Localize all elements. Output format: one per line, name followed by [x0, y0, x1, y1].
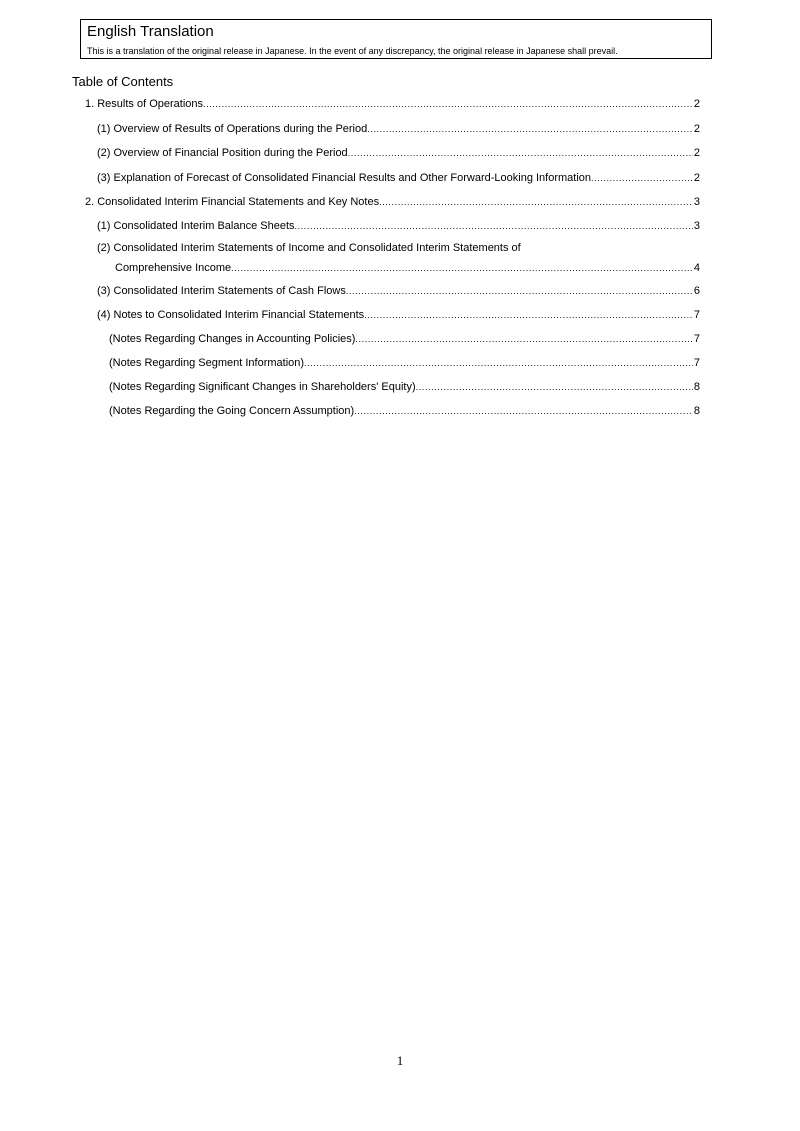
toc-entry-page: 8 — [693, 381, 700, 393]
toc-leader-dots — [354, 404, 693, 418]
toc-entry-label: (4) Notes to Consolidated Interim Financial Statements — [97, 309, 365, 321]
toc-leader-dots — [231, 261, 693, 275]
toc-leader-dots — [379, 195, 693, 209]
toc-leader-dots — [364, 308, 693, 322]
toc-entry-label: Comprehensive Income — [115, 262, 232, 274]
toc-leader-dots — [304, 356, 693, 370]
toc-entry-page: 3 — [693, 220, 700, 232]
toc-leader-dots — [355, 332, 692, 346]
toc-entry-notes-segment-information[interactable] — [109, 356, 700, 370]
page-number: 1 — [396, 1053, 404, 1068]
toc-entry-label: (Notes Regarding Significant Changes in Shareholders' Equity) — [109, 381, 416, 393]
toc-entry-label: (Notes Regarding Changes in Accounting Policies) — [109, 333, 356, 345]
toc-entry-forecast-explanation[interactable] — [97, 171, 700, 185]
toc-entry-page: 2 — [693, 172, 700, 184]
toc-entry-label: (1) Overview of Results of Operations during the Period — [97, 123, 368, 135]
toc-entry-label: 2. Consolidated Interim Financial Statements and Key Notes — [85, 196, 380, 208]
toc-entry-label: (3) Consolidated Interim Statements of Cash Flows — [97, 285, 346, 297]
toc-entry-notes-shareholders-equity[interactable] — [109, 380, 700, 394]
toc-leader-dots — [295, 219, 693, 233]
toc-entry-label: (1) Consolidated Interim Balance Sheets — [97, 220, 295, 232]
toc-heading: Table of Contents — [72, 74, 174, 89]
toc-entry-overview-financial-position[interactable] — [97, 146, 700, 160]
toc-entry-page: 6 — [693, 285, 700, 297]
toc-entry-page: 8 — [693, 405, 700, 417]
notice-text: This is a translation of the original release in Japanese. In the event of any discrepancy, the original release in Japanese shall prevail. — [87, 46, 618, 56]
toc-leader-dots — [348, 146, 693, 160]
toc-entry-notes[interactable] — [97, 308, 700, 322]
toc-entry-label: (3) Explanation of Forecast of Consolidated Financial Results and Other Forward-Looking Information — [97, 172, 592, 184]
toc-leader-dots — [591, 171, 693, 185]
toc-leader-dots — [346, 284, 693, 298]
toc-entry-page: 3 — [693, 196, 700, 208]
toc-leader-dots — [203, 97, 693, 111]
toc-entry-page: 2 — [693, 98, 700, 110]
notice-title: English Translation — [87, 23, 214, 40]
toc-leader-dots — [367, 122, 693, 136]
toc-leader-dots — [416, 380, 693, 394]
toc-entry-cash-flows[interactable] — [97, 284, 700, 298]
toc-entry-notes-accounting-policies[interactable] — [109, 332, 700, 346]
toc-entry-page: 7 — [693, 333, 700, 345]
toc-entry-label: 1. Results of Operations — [85, 98, 204, 110]
toc-entry-income-statements-line1[interactable]: (2) Consolidated Interim Statements of Income and Consolidated Interim Statements of — [97, 242, 521, 254]
toc-entry-page: 7 — [693, 357, 700, 369]
toc-entry-label: (Notes Regarding Segment Information) — [109, 357, 305, 369]
toc-entry-results-of-operations[interactable] — [85, 97, 700, 111]
toc-entry-page: 4 — [693, 262, 700, 274]
toc-entry-page: 7 — [693, 309, 700, 321]
toc-entry-label: (2) Overview of Financial Position during the Period — [97, 147, 348, 159]
toc-entry-income-statements[interactable] — [115, 261, 700, 275]
toc-entry-notes-going-concern[interactable] — [109, 404, 700, 418]
toc-entry-page: 2 — [693, 147, 700, 159]
toc-entry-balance-sheets[interactable] — [97, 219, 700, 233]
toc-entry-page: 2 — [693, 123, 700, 135]
toc-entry-label: (Notes Regarding the Going Concern Assumption) — [109, 405, 355, 417]
toc-entry-consolidated-statements[interactable] — [85, 195, 700, 209]
toc-entry-overview-results[interactable] — [97, 122, 700, 136]
